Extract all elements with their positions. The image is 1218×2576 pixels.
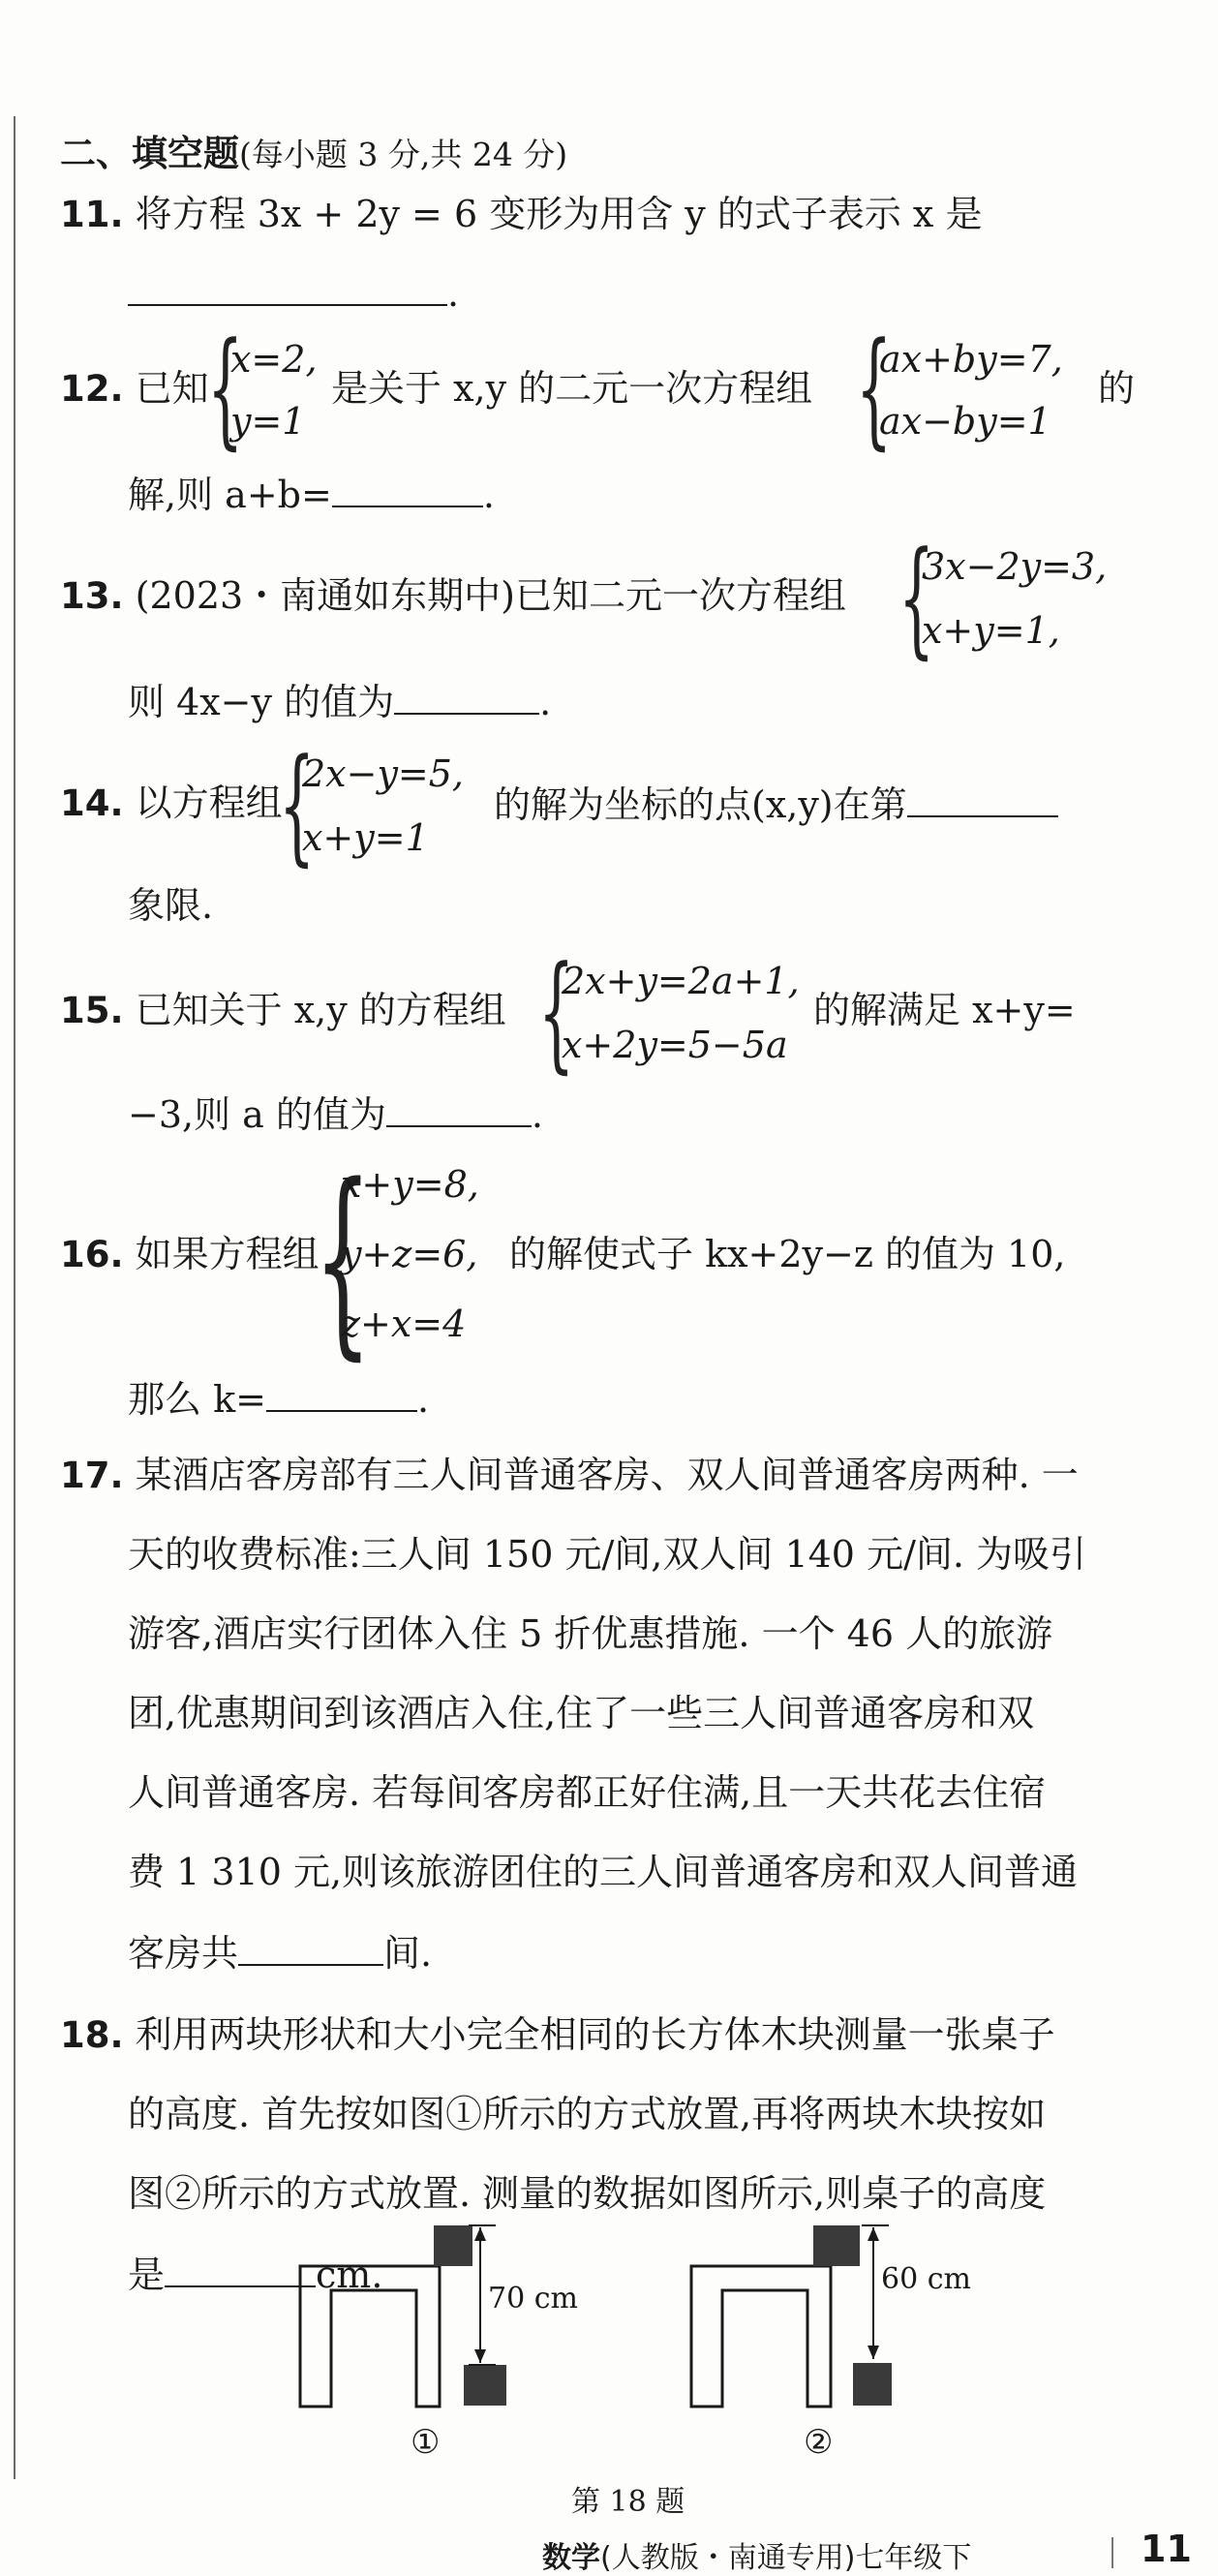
- question-number: 16.: [60, 1234, 124, 1275]
- question-number: 14.: [60, 782, 124, 824]
- question-text: 已知关于 x,y 的方程组: [135, 989, 506, 1031]
- measure-label-2: 60 cm: [881, 2262, 971, 2296]
- left-brace: {: [279, 731, 316, 878]
- question-14-line2: 象限.: [128, 884, 214, 927]
- equation-2: x+y=1: [302, 816, 429, 859]
- question-17-last: 客房共 间.: [128, 1929, 432, 1976]
- paragraph-line: 游客,酒店实行团体入住 5 折优惠措施. 一个 46 人的旅游: [128, 1612, 1053, 1655]
- solution-x: x=2,: [230, 338, 318, 381]
- paragraph-line: 人间普通客房. 若每间客房都正好住满,且一天共花去住宿: [128, 1771, 1047, 1814]
- equation-3: z+x=4: [341, 1303, 467, 1345]
- question-text: 将方程 3x + 2y = 6 变形为用含 y 的式子表示 x 是: [135, 193, 983, 235]
- wood-block-side: [853, 2363, 892, 2406]
- equation-1: x+y=8,: [341, 1163, 479, 1206]
- paragraph-line: 某酒店客房部有三人间普通客房、双人间普通客房两种. 一: [135, 1454, 1079, 1496]
- question-text: 已知: [135, 367, 209, 410]
- paragraph-line: 图②所示的方式放置. 测量的数据如图所示,则桌子的高度: [128, 2172, 1047, 2215]
- wood-block-side: [464, 2365, 506, 2406]
- question-text: 的解使式子 kx+2y−z 的值为 10,: [509, 1233, 1066, 1275]
- solution-y: y=1: [230, 400, 306, 443]
- left-brace: {: [898, 524, 935, 671]
- wood-block-top: [434, 2225, 472, 2266]
- question-text: 是关于 x,y 的二元一次方程组: [331, 367, 813, 410]
- measure-label-1: 70 cm: [488, 2282, 578, 2315]
- equation-1: 2x−y=5,: [302, 752, 465, 795]
- question-12-line2: 解,则 a+b= .: [128, 471, 495, 517]
- question-number: 13.: [60, 575, 124, 617]
- equation-2: ax−by=1: [879, 400, 1051, 443]
- left-brace: {: [314, 1141, 373, 1378]
- question-18-last: 是 cm.: [128, 2251, 382, 2297]
- figure-2-table: [691, 2266, 831, 2407]
- paragraph-line: 的高度. 首先按如图①所示的方式放置,再将两块木块按如: [128, 2093, 1047, 2135]
- footer-subject: 数学: [542, 2541, 600, 2575]
- question-number: 11.: [60, 194, 124, 235]
- left-brace: {: [207, 315, 244, 462]
- equation-2: y+z=6,: [341, 1233, 478, 1275]
- equation-1: 2x+y=2a+1,: [562, 960, 800, 1002]
- question-text: 以方程组: [135, 782, 283, 824]
- section-note: (每小题 3 分,共 24 分): [239, 136, 568, 173]
- footer-divider: [1111, 2537, 1113, 2568]
- question-number: 17.: [60, 1455, 124, 1496]
- question-number: 18.: [60, 2014, 124, 2056]
- equation-2: x+y=1,: [922, 609, 1060, 652]
- equation-2: x+2y=5−5a: [562, 1024, 788, 1066]
- question-15-line2: −3,则 a 的值为 .: [128, 1090, 543, 1137]
- question-text: (2023・南通如东期中)已知二元一次方程组: [135, 574, 846, 617]
- question-14-text: 的解为坐标的点(x,y)在第: [494, 781, 1058, 827]
- question-text: 的: [1098, 367, 1136, 410]
- figure-2-label: ②: [804, 2423, 834, 2462]
- paragraph-line: 天的收费标准:三人间 150 元/间,双人间 140 元/间. 为吸引: [128, 1533, 1087, 1576]
- footer-edition: (人教版・南通专用)七年级下: [600, 2541, 972, 2575]
- question-13-line2: 则 4x−y 的值为 .: [128, 678, 551, 724]
- question-16-line2: 那么 k= .: [128, 1375, 429, 1422]
- figure-1-label: ①: [411, 2423, 441, 2462]
- question-number: 12.: [60, 368, 124, 410]
- equation-1: 3x−2y=3,: [922, 545, 1108, 588]
- question-text: 的解满足 x+y=: [813, 989, 1076, 1031]
- paragraph-line: 团,优惠期间到该酒店入住,住了一些三人间普通客房和双: [128, 1692, 1035, 1734]
- section-title: 二、填空题: [60, 133, 239, 174]
- paragraph-line: 费 1 310 元,则该旅游团住的三人间普通客房和双人间普通: [128, 1851, 1079, 1893]
- footer-book-title: [542, 2533, 971, 2576]
- equation-1: ax+by=7,: [879, 338, 1063, 381]
- left-brace: {: [856, 315, 893, 462]
- answer-line-11: .: [128, 269, 459, 316]
- figure-caption: 第 18 题: [571, 2485, 685, 2519]
- question-text: 如果方程组: [135, 1233, 320, 1275]
- page-number: 11: [1141, 2528, 1192, 2570]
- left-brace: {: [538, 938, 575, 1086]
- question-number: 15.: [60, 990, 124, 1031]
- paragraph-line: 利用两块形状和大小完全相同的长方体木块测量一张桌子: [135, 2013, 1055, 2056]
- wood-block-top: [813, 2225, 860, 2266]
